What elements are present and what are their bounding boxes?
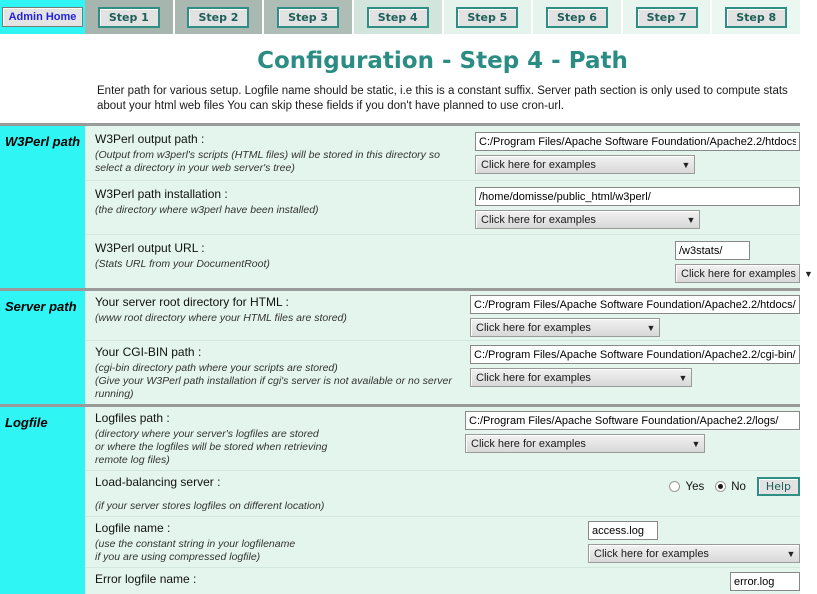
chevron-down-icon: ▼	[681, 159, 691, 170]
field-w3perl-output-url	[85, 235, 813, 288]
page-title: Configuration - Step 4 - Path	[257, 48, 628, 74]
server-root-directory-input[interactable]	[470, 295, 800, 314]
step-tab-7-cell[interactable]	[623, 0, 713, 34]
load-balancing-radio-no[interactable]	[715, 481, 726, 492]
field-logfile-name	[85, 517, 800, 568]
field-labels	[95, 571, 730, 589]
load-balancing-help-button[interactable]: Help	[757, 477, 800, 496]
field-title: Error logfile name :	[95, 572, 197, 586]
step-tab-2-cell[interactable]	[175, 0, 265, 34]
field-hint: (Output from w3perl's scripts (HTML files) will be stored in this directory so select a directory in your web server's tree)	[95, 149, 440, 174]
admin-home-cell	[0, 0, 85, 34]
field-controls	[588, 520, 800, 563]
field-hint: (www root directory where your HTML files are stored)	[95, 312, 347, 324]
dropdown-label: Click here for examples	[481, 158, 596, 171]
section-server-path	[0, 288, 800, 404]
w3perl-path-installation-input[interactable]	[475, 187, 800, 206]
field-w3perl-path-installation	[85, 181, 800, 235]
field-labels	[95, 294, 470, 325]
dropdown-label: Click here for examples	[481, 213, 596, 226]
step-tab-5[interactable]: Step 5	[456, 7, 518, 28]
w3perl-output-path-examples-dropdown[interactable]	[475, 155, 695, 174]
field-title: Load-balancing server :	[95, 475, 221, 489]
field-logfiles-path	[85, 407, 800, 471]
field-cgi-bin-path	[85, 341, 800, 404]
field-title: W3Perl output URL :	[95, 241, 205, 255]
section-label-w3perl: W3Perl path	[0, 126, 85, 288]
w3perl-output-path-input[interactable]	[475, 132, 800, 151]
field-hint-line-1: (cgi-bin directory path where your scripts are stored)	[95, 362, 338, 374]
field-labels	[95, 344, 470, 401]
field-hint-line-2: (Give your W3Perl path installation if cgi's server is not available or no server running)	[95, 375, 452, 400]
chevron-down-icon: ▼	[678, 372, 688, 383]
step-tab-1-cell[interactable]	[85, 0, 175, 34]
field-server-root	[85, 291, 800, 341]
step-tab-6-cell[interactable]	[533, 0, 623, 34]
section-body-server	[85, 291, 800, 404]
load-balancing-radio-group	[669, 475, 800, 496]
step-tab-5-cell[interactable]	[444, 0, 534, 34]
step-tab-4-cell[interactable]	[354, 0, 444, 34]
step-tab-1[interactable]: Step 1	[98, 7, 160, 28]
w3perl-path-installation-examples-dropdown[interactable]	[475, 210, 700, 229]
server-root-examples-dropdown[interactable]	[470, 318, 660, 337]
field-labels	[95, 131, 475, 175]
dropdown-label: Click here for examples	[594, 547, 709, 560]
field-hint-line-1: (use the constant string in your logfilename	[95, 538, 296, 550]
field-controls	[669, 474, 800, 496]
dropdown-label: Click here for examples	[476, 321, 591, 334]
field-labels	[95, 410, 465, 467]
dropdown-label: Click here for examples	[471, 437, 586, 450]
step-tab-3-cell[interactable]	[264, 0, 354, 34]
step-tab-8-cell[interactable]	[712, 0, 800, 34]
field-hint: (the directory where w3perl have been installed)	[95, 204, 319, 216]
admin-home-button[interactable]: Admin Home	[2, 7, 84, 27]
field-title: W3Perl path installation :	[95, 187, 228, 201]
intro-text: Enter path for various setup. Logfile name should be static, i.e this is a constant suffix. Server path section is only used to compute stats about your html web files You can skip these fields if you don't have planned to use cron-url.	[97, 85, 788, 112]
w3perl-output-url-examples-dropdown[interactable]	[675, 264, 813, 283]
field-labels	[95, 474, 669, 513]
step-tab-7[interactable]: Step 7	[636, 7, 698, 28]
load-balancing-no-label: No	[731, 480, 746, 493]
chevron-down-icon: ▼	[803, 268, 813, 279]
error-logfile-name-input[interactable]	[730, 572, 800, 591]
field-hint-line-2: or where the logfiles will be stored when retrieving	[95, 441, 328, 453]
field-controls	[730, 571, 800, 591]
field-controls	[470, 344, 800, 387]
header-area	[0, 34, 800, 123]
field-hint-line-1: (directory where your server's logfiles are stored	[95, 428, 319, 440]
load-balancing-yes-label: Yes	[685, 480, 705, 493]
field-title: Your server root directory for HTML :	[95, 295, 289, 309]
chevron-down-icon: ▼	[786, 548, 796, 559]
dropdown-label: Click here for examples	[476, 371, 591, 384]
step-tab-6[interactable]: Step 6	[546, 7, 608, 28]
logfile-name-input[interactable]	[588, 521, 658, 540]
step-tab-8[interactable]: Step 8	[725, 7, 787, 28]
field-labels	[95, 240, 675, 271]
field-hint: (if your server stores logfiles on different location)	[95, 500, 325, 512]
w3perl-output-url-input[interactable]	[675, 241, 750, 260]
logfiles-path-input[interactable]	[465, 411, 800, 430]
field-title: W3Perl output path :	[95, 132, 205, 146]
field-controls	[465, 410, 800, 453]
field-controls	[470, 294, 800, 337]
top-navigation-bar	[0, 0, 800, 34]
field-hint-line-2: if you are using compressed logfile)	[95, 551, 261, 563]
load-balancing-radio-yes[interactable]	[669, 481, 680, 492]
field-controls	[475, 186, 800, 229]
field-load-balancing-server	[85, 471, 800, 517]
section-logfile	[0, 404, 800, 594]
step-tabs	[85, 0, 800, 34]
field-error-logfile-name	[85, 568, 800, 594]
section-body-w3perl	[85, 126, 813, 288]
field-hint: (Stats URL from your DocumentRoot)	[95, 258, 270, 270]
step-tab-2[interactable]: Step 2	[187, 7, 249, 28]
field-labels	[95, 186, 475, 217]
field-hint-line-3: remote log files)	[95, 454, 170, 466]
field-controls	[475, 131, 800, 174]
dropdown-label: Click here for examples	[681, 267, 796, 280]
step-tab-4[interactable]: Step 4	[367, 7, 429, 28]
chevron-down-icon: ▼	[646, 322, 656, 333]
field-labels	[95, 520, 588, 564]
field-title: Logfiles path :	[95, 411, 170, 425]
chevron-down-icon: ▼	[686, 214, 696, 225]
logfiles-path-examples-dropdown[interactable]	[465, 434, 705, 453]
field-title: Your CGI-BIN path :	[95, 345, 202, 359]
field-w3perl-output-path	[85, 126, 800, 181]
section-w3perl-path	[0, 123, 813, 288]
section-body-logfile	[85, 407, 800, 594]
logfile-name-examples-dropdown[interactable]	[588, 544, 800, 563]
cgi-bin-examples-dropdown[interactable]	[470, 368, 692, 387]
field-controls	[675, 240, 813, 283]
chevron-down-icon: ▼	[691, 438, 701, 449]
section-label-logfile: Logfile	[0, 407, 85, 594]
step-tab-3[interactable]: Step 3	[277, 7, 339, 28]
field-title: Logfile name :	[95, 521, 171, 535]
section-label-server: Server path	[0, 291, 85, 404]
cgi-bin-path-input[interactable]	[470, 345, 800, 364]
